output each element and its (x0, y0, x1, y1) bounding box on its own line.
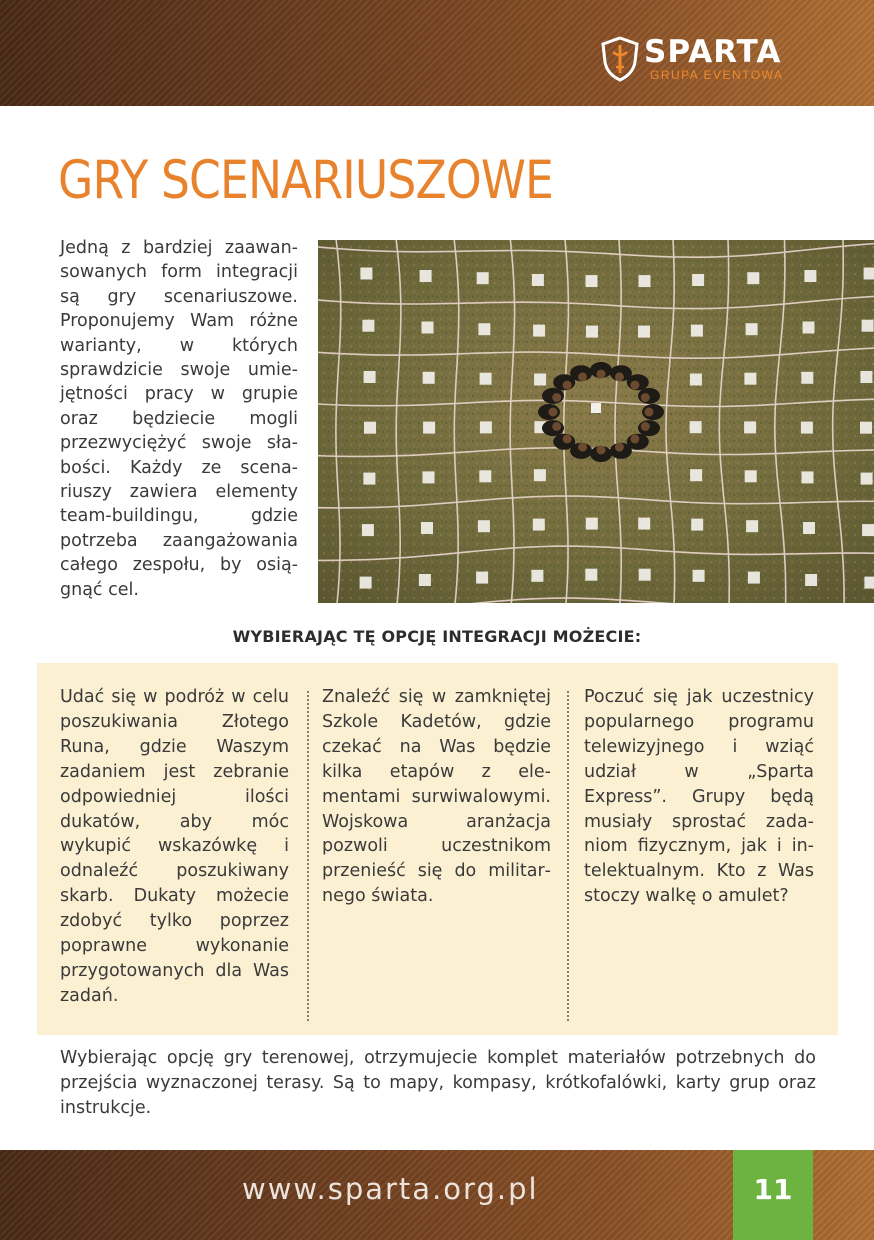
column-divider (307, 691, 309, 1021)
option-golden-fleece: Udać się w podróż w celu poszukiwania Złotego Runa, gdzie Waszym zadaniem jest zebranie odpowiedniej ilości dukatów, aby móc wykupić wskazówkę i odnaleźć poszukiwany skarb. Dukaty możecie zdobyć tylko poprzez poprawne wykonanie przygotowanych dla Was zadań. (60, 687, 289, 1006)
brand-tagline: GRUPA EVENTOWA (650, 68, 784, 82)
page-header (0, 0, 874, 106)
aerial-photo (318, 240, 874, 603)
page-title: GRY SCENARIUSZOWE (58, 150, 553, 211)
shield-sword-icon (600, 36, 640, 82)
option-cadet-school: Znaleźć się w zamkniętej Szkole Kadetów, gdzie czekać na Was będzie kilka etapów z elementami surwiwalowymi. Wojskowa aranżacja pozwoli uczestnikom przenieść się do militarnego świata. (322, 687, 551, 907)
website-link[interactable]: www.sparta.org.pl (242, 1172, 539, 1206)
sparta-logo[interactable] (600, 36, 820, 88)
brand-name: SPARTA (644, 34, 782, 70)
intro-paragraph: Jedną z bardziej zaawansowanych form integracji są gry scenariuszowe. Proponujemy Wam różne warianty, w których sprawdzicie swoje umiejętności pracy w grupie oraz będziecie mogli przezwyciężyć swoje słabości. Każdy ze scenariuszy zawiera elementy team-buildingu, gdzie potrzeba zaangażowania całego zespołu, by osiągnąć cel. (60, 238, 298, 600)
options-heading: WYBIERAJĄC TĘ OPCJĘ INTEGRACJI MOŻECIE: (232, 627, 642, 646)
outro-paragraph: Wybierając opcję gry terenowej, otrzymujecie komplet materiałów potrzebnych do przejścia wyznaczonej terasy. Są to mapy, kompasy, krótkofalówki, karty grup oraz instrukcje. (60, 1048, 816, 1118)
column-divider (567, 691, 569, 1021)
page-footer (0, 1150, 874, 1240)
option-sparta-express: Poczuć się jak uczestnicy popularnego programu telewizyjnego i wziąć udział w „Sparta Express”. Grupy będą musiały sprostać zadaniom fizycznym, jak i intelektualnym. Kto z Was stoczy walkę o amulet? (584, 687, 814, 907)
page-number: 11 (733, 1150, 813, 1240)
options-box (37, 663, 838, 1035)
